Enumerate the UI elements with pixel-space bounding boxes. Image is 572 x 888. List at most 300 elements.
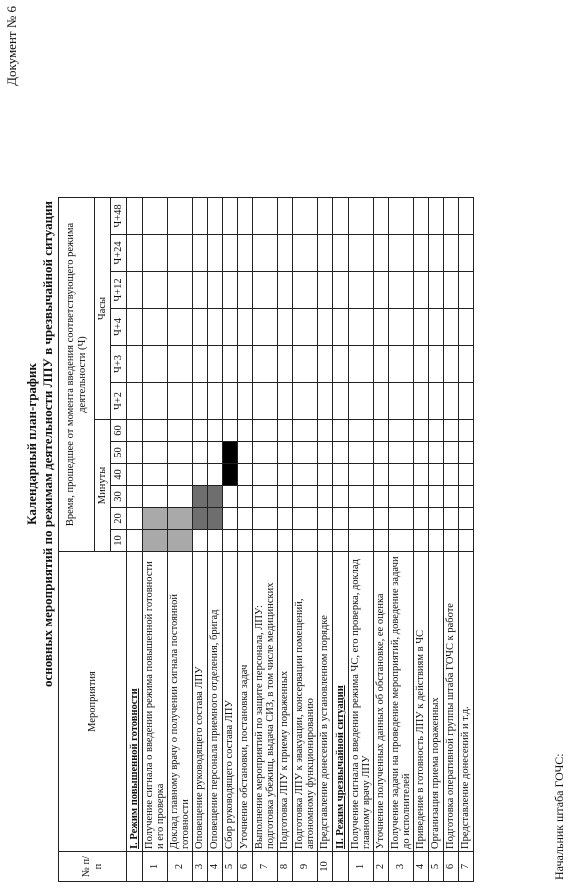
- time-cell: [127, 272, 143, 309]
- time-cell: [293, 442, 318, 464]
- time-cell: [333, 235, 349, 272]
- activity-text: Получение сигнала о введении режима ЧС, его проверка, доклад главному врачу ЛПУ: [349, 552, 374, 852]
- section-num-cell: [333, 852, 349, 882]
- time-cell: [318, 464, 333, 486]
- time-cell: [349, 309, 374, 346]
- time-cell: [459, 383, 474, 420]
- title-line-2: основных мероприятий по режимам деятельности ЛПУ в чрезвычайной ситуации: [40, 200, 55, 688]
- time-cell: [349, 383, 374, 420]
- time-cell: [168, 309, 193, 346]
- time-cell: [318, 508, 333, 530]
- time-cell: [318, 235, 333, 272]
- minute-col-header: 30: [111, 486, 127, 508]
- time-cell: [238, 198, 253, 235]
- time-cell: [429, 346, 444, 383]
- activity-text: Уточнение обстановки, постановка задач: [238, 552, 253, 852]
- time-cell: [293, 530, 318, 552]
- time-cell: [278, 383, 293, 420]
- time-cell: [253, 442, 278, 464]
- time-cell: [414, 508, 429, 530]
- time-cell: [389, 530, 414, 552]
- time-cell: [143, 420, 168, 442]
- time-cell: [374, 486, 389, 508]
- time-cell: [349, 420, 374, 442]
- time-cell: [238, 442, 253, 464]
- section-row: [127, 198, 143, 882]
- time-cell: [193, 464, 208, 486]
- table-row: [459, 198, 474, 882]
- table-row: [278, 198, 293, 882]
- table-row: [293, 198, 318, 882]
- time-bar-cell: [193, 486, 208, 508]
- time-cell: [208, 346, 223, 383]
- time-cell: [349, 272, 374, 309]
- row-number: 2: [374, 852, 389, 882]
- time-cell: [168, 420, 193, 442]
- row-number: 7: [253, 852, 278, 882]
- time-cell: [208, 420, 223, 442]
- row-number: 6: [444, 852, 459, 882]
- time-cell: [238, 235, 253, 272]
- minute-col-header: 60: [111, 420, 127, 442]
- time-cell: [238, 420, 253, 442]
- time-cell: [193, 383, 208, 420]
- time-bar-cell: [168, 530, 193, 552]
- time-cell: [459, 346, 474, 383]
- time-cell: [389, 486, 414, 508]
- time-cell: [293, 198, 318, 235]
- row-number: 7: [459, 852, 474, 882]
- row-number: 5: [223, 852, 238, 882]
- time-cell: [168, 383, 193, 420]
- time-cell: [459, 530, 474, 552]
- time-cell: [318, 420, 333, 442]
- time-cell: [238, 272, 253, 309]
- time-cell: [143, 309, 168, 346]
- time-cell: [238, 508, 253, 530]
- hour-col-header: Ч+24: [111, 235, 127, 272]
- time-cell: [374, 272, 389, 309]
- activity-text: Уточнение полученных данных об обстановке, ее оценка: [374, 552, 389, 852]
- time-cell: [389, 309, 414, 346]
- time-cell: [444, 309, 459, 346]
- activity-text: Оповещение персонала приемного отделения, бригад: [208, 552, 223, 852]
- time-cell: [414, 383, 429, 420]
- time-cell: [333, 383, 349, 420]
- time-cell: [253, 530, 278, 552]
- time-cell: [444, 346, 459, 383]
- hour-col-header: Ч+4: [111, 309, 127, 346]
- activity-text: Организация приема пораженных: [429, 552, 444, 852]
- activity-text: Представление донесений в установленном порядке: [318, 552, 333, 852]
- time-cell: [293, 235, 318, 272]
- time-cell: [293, 272, 318, 309]
- time-cell: [278, 272, 293, 309]
- time-cell: [333, 309, 349, 346]
- time-cell: [223, 420, 238, 442]
- time-cell: [127, 198, 143, 235]
- time-cell: [168, 198, 193, 235]
- table-row: [429, 198, 444, 882]
- row-number: 2: [168, 852, 193, 882]
- time-cell: [333, 442, 349, 464]
- time-bar-cell: [168, 508, 193, 530]
- activity-text: Приведение в готовность ЛПУ к действиям в ЧС: [414, 552, 429, 852]
- time-cell: [374, 198, 389, 235]
- time-cell: [208, 383, 223, 420]
- time-cell: [459, 235, 474, 272]
- time-cell: [374, 508, 389, 530]
- time-cell: [444, 508, 459, 530]
- minute-col-header: 20: [111, 508, 127, 530]
- time-cell: [278, 346, 293, 383]
- time-cell: [429, 530, 444, 552]
- activity-text: Подготовка ЛПУ к эвакуации, консервации помещений, автономному функционированию: [293, 552, 318, 852]
- time-cell: [459, 420, 474, 442]
- time-bar-cell: [143, 530, 168, 552]
- time-bar-cell: [193, 508, 208, 530]
- time-cell: [223, 486, 238, 508]
- time-cell: [253, 309, 278, 346]
- time-cell: [193, 420, 208, 442]
- minute-col-header: 50: [111, 442, 127, 464]
- time-cell: [349, 346, 374, 383]
- time-cell: [143, 346, 168, 383]
- row-number: 4: [208, 852, 223, 882]
- time-cell: [414, 309, 429, 346]
- time-cell: [293, 464, 318, 486]
- signature-label: Начальник штаба ГОЧС:: [552, 753, 566, 880]
- time-cell: [374, 464, 389, 486]
- row-number: 1: [143, 852, 168, 882]
- time-cell: [143, 198, 168, 235]
- time-cell: [389, 420, 414, 442]
- time-cell: [208, 198, 223, 235]
- time-cell: [389, 442, 414, 464]
- time-cell: [238, 383, 253, 420]
- time-cell: [278, 420, 293, 442]
- time-cell: [389, 198, 414, 235]
- time-cell: [238, 486, 253, 508]
- time-cell: [414, 486, 429, 508]
- time-cell: [318, 530, 333, 552]
- time-cell: [429, 309, 444, 346]
- title-line-1: Календарный план-график: [24, 363, 39, 525]
- time-cell: [374, 420, 389, 442]
- document-number: Документ № 6: [4, 6, 19, 86]
- time-cell: [389, 346, 414, 383]
- time-cell: [193, 530, 208, 552]
- time-cell: [168, 235, 193, 272]
- time-cell: [333, 272, 349, 309]
- column-header-minutes: Минуты: [95, 420, 111, 552]
- activity-text: Оповещение руководящего состава ЛПУ: [193, 552, 208, 852]
- time-cell: [459, 309, 474, 346]
- time-cell: [127, 346, 143, 383]
- time-cell: [143, 486, 168, 508]
- time-cell: [333, 420, 349, 442]
- time-cell: [208, 530, 223, 552]
- table-row: [238, 198, 253, 882]
- time-cell: [253, 235, 278, 272]
- time-cell: [429, 383, 444, 420]
- activity-text: Подготовка ЛПУ к приему пораженных: [278, 552, 293, 852]
- time-cell: [429, 235, 444, 272]
- time-cell: [414, 420, 429, 442]
- time-cell: [318, 198, 333, 235]
- time-cell: [208, 272, 223, 309]
- time-cell: [374, 383, 389, 420]
- time-cell: [333, 486, 349, 508]
- time-cell: [349, 530, 374, 552]
- time-cell: [168, 442, 193, 464]
- time-cell: [278, 486, 293, 508]
- time-cell: [253, 486, 278, 508]
- time-cell: [238, 309, 253, 346]
- time-cell: [278, 235, 293, 272]
- time-cell: [429, 442, 444, 464]
- time-cell: [333, 464, 349, 486]
- hour-col-header: Ч+48: [111, 198, 127, 235]
- time-cell: [278, 198, 293, 235]
- time-cell: [444, 530, 459, 552]
- time-cell: [223, 346, 238, 383]
- time-cell: [127, 383, 143, 420]
- time-cell: [389, 464, 414, 486]
- row-number: 6: [238, 852, 253, 882]
- time-cell: [168, 464, 193, 486]
- schedule-table: [58, 197, 474, 882]
- time-cell: [143, 383, 168, 420]
- time-cell: [253, 346, 278, 383]
- time-cell: [238, 346, 253, 383]
- time-cell: [374, 235, 389, 272]
- time-bar-cell: [223, 442, 238, 464]
- time-bar-cell: [208, 508, 223, 530]
- section-num-cell: [127, 852, 143, 882]
- time-cell: [143, 464, 168, 486]
- time-cell: [143, 442, 168, 464]
- table-row: [193, 198, 208, 882]
- time-cell: [333, 508, 349, 530]
- time-cell: [253, 383, 278, 420]
- row-number: 9: [293, 852, 318, 882]
- time-cell: [278, 464, 293, 486]
- time-cell: [293, 508, 318, 530]
- time-cell: [349, 235, 374, 272]
- time-cell: [253, 420, 278, 442]
- time-cell: [374, 346, 389, 383]
- time-bar-cell: [223, 464, 238, 486]
- time-cell: [429, 272, 444, 309]
- time-cell: [127, 309, 143, 346]
- time-cell: [444, 383, 459, 420]
- time-cell: [444, 464, 459, 486]
- time-cell: [238, 530, 253, 552]
- time-cell: [318, 442, 333, 464]
- time-cell: [318, 486, 333, 508]
- time-cell: [223, 235, 238, 272]
- time-cell: [459, 508, 474, 530]
- time-cell: [333, 530, 349, 552]
- table-row: [414, 198, 429, 882]
- time-cell: [459, 198, 474, 235]
- time-cell: [389, 272, 414, 309]
- time-cell: [429, 198, 444, 235]
- time-cell: [429, 420, 444, 442]
- time-cell: [127, 235, 143, 272]
- time-cell: [223, 383, 238, 420]
- time-cell: [444, 198, 459, 235]
- time-cell: [238, 464, 253, 486]
- time-cell: [318, 272, 333, 309]
- time-cell: [459, 464, 474, 486]
- activity-text: Выполнение мероприятий по защите персонала, ЛПУ: подготовка убежищ, выдача СИЗ, в том числе медицинских: [253, 552, 278, 852]
- row-number: 10: [318, 852, 333, 882]
- time-cell: [193, 198, 208, 235]
- row-number: 1: [349, 852, 374, 882]
- time-cell: [168, 486, 193, 508]
- time-cell: [223, 530, 238, 552]
- activity-text: Представление донесений и т.д.: [459, 552, 474, 852]
- table-row: [374, 198, 389, 882]
- time-cell: [293, 420, 318, 442]
- activity-text: Доклад главному врачу о получении сигнала постоянной готовности: [168, 552, 193, 852]
- time-cell: [333, 346, 349, 383]
- time-cell: [374, 309, 389, 346]
- table-row: [318, 198, 333, 882]
- time-cell: [459, 442, 474, 464]
- time-cell: [459, 272, 474, 309]
- time-cell: [414, 530, 429, 552]
- time-cell: [318, 346, 333, 383]
- column-header-hours: Часы: [95, 198, 111, 420]
- section-title: I. Режим повышенной готовности: [127, 552, 143, 852]
- time-cell: [278, 508, 293, 530]
- time-cell: [389, 235, 414, 272]
- minute-col-header: 40: [111, 464, 127, 486]
- time-cell: [414, 464, 429, 486]
- time-cell: [127, 464, 143, 486]
- time-cell: [127, 486, 143, 508]
- time-cell: [459, 486, 474, 508]
- time-cell: [223, 508, 238, 530]
- time-cell: [127, 420, 143, 442]
- table-row: [208, 198, 223, 882]
- time-cell: [278, 309, 293, 346]
- row-number: 4: [414, 852, 429, 882]
- table-row: [349, 198, 374, 882]
- time-cell: [389, 508, 414, 530]
- time-cell: [444, 420, 459, 442]
- row-number: 5: [429, 852, 444, 882]
- time-cell: [374, 442, 389, 464]
- column-header-time: Время, прошедшее от момента введения соответствующего режима деятельности (Ч): [59, 198, 95, 552]
- time-cell: [278, 530, 293, 552]
- time-cell: [127, 442, 143, 464]
- time-cell: [168, 346, 193, 383]
- hour-col-header: Ч+12: [111, 272, 127, 309]
- time-cell: [193, 346, 208, 383]
- time-cell: [143, 235, 168, 272]
- time-cell: [208, 309, 223, 346]
- time-cell: [208, 464, 223, 486]
- time-cell: [444, 235, 459, 272]
- time-cell: [444, 442, 459, 464]
- section-title: II. Режим чрезвычайной ситуации: [333, 552, 349, 852]
- activity-text: Подготовка оперативной группы штаба ГОЧС к работе: [444, 552, 459, 852]
- time-cell: [253, 464, 278, 486]
- time-cell: [444, 486, 459, 508]
- table-row: [389, 198, 414, 882]
- table-row: [168, 198, 193, 882]
- time-cell: [193, 272, 208, 309]
- activity-text: Получение задачи на проведение мероприятий, доведение задачи до исполнителей: [389, 552, 414, 852]
- time-bar-cell: [143, 508, 168, 530]
- hour-col-header: Ч+2: [111, 383, 127, 420]
- time-cell: [293, 309, 318, 346]
- time-cell: [414, 198, 429, 235]
- time-cell: [414, 442, 429, 464]
- time-cell: [318, 309, 333, 346]
- table-row: [143, 198, 168, 882]
- time-cell: [208, 442, 223, 464]
- time-cell: [193, 309, 208, 346]
- time-cell: [223, 272, 238, 309]
- time-cell: [278, 442, 293, 464]
- time-cell: [414, 272, 429, 309]
- time-cell: [389, 383, 414, 420]
- time-cell: [193, 235, 208, 272]
- time-cell: [293, 383, 318, 420]
- table-row: [444, 198, 459, 882]
- time-cell: [333, 198, 349, 235]
- time-cell: [208, 235, 223, 272]
- time-cell: [429, 486, 444, 508]
- row-number: 3: [389, 852, 414, 882]
- column-header-num: № п/п: [59, 852, 127, 882]
- time-cell: [444, 272, 459, 309]
- time-cell: [223, 198, 238, 235]
- row-number: 8: [278, 852, 293, 882]
- time-cell: [414, 235, 429, 272]
- time-cell: [349, 508, 374, 530]
- time-cell: [349, 464, 374, 486]
- time-cell: [253, 508, 278, 530]
- time-bar-cell: [208, 486, 223, 508]
- time-cell: [127, 508, 143, 530]
- time-cell: [429, 508, 444, 530]
- time-cell: [429, 464, 444, 486]
- time-cell: [293, 486, 318, 508]
- table-row: [253, 198, 278, 882]
- activity-text: Сбор руководящего состава ЛПУ: [223, 552, 238, 852]
- time-cell: [414, 346, 429, 383]
- time-cell: [349, 486, 374, 508]
- minute-col-header: 10: [111, 530, 127, 552]
- time-cell: [193, 442, 208, 464]
- time-cell: [253, 198, 278, 235]
- time-cell: [349, 442, 374, 464]
- time-cell: [168, 272, 193, 309]
- row-number: 3: [193, 852, 208, 882]
- hour-col-header: Ч+3: [111, 346, 127, 383]
- time-cell: [223, 309, 238, 346]
- time-cell: [349, 198, 374, 235]
- time-cell: [374, 530, 389, 552]
- section-row: [333, 198, 349, 882]
- time-cell: [127, 530, 143, 552]
